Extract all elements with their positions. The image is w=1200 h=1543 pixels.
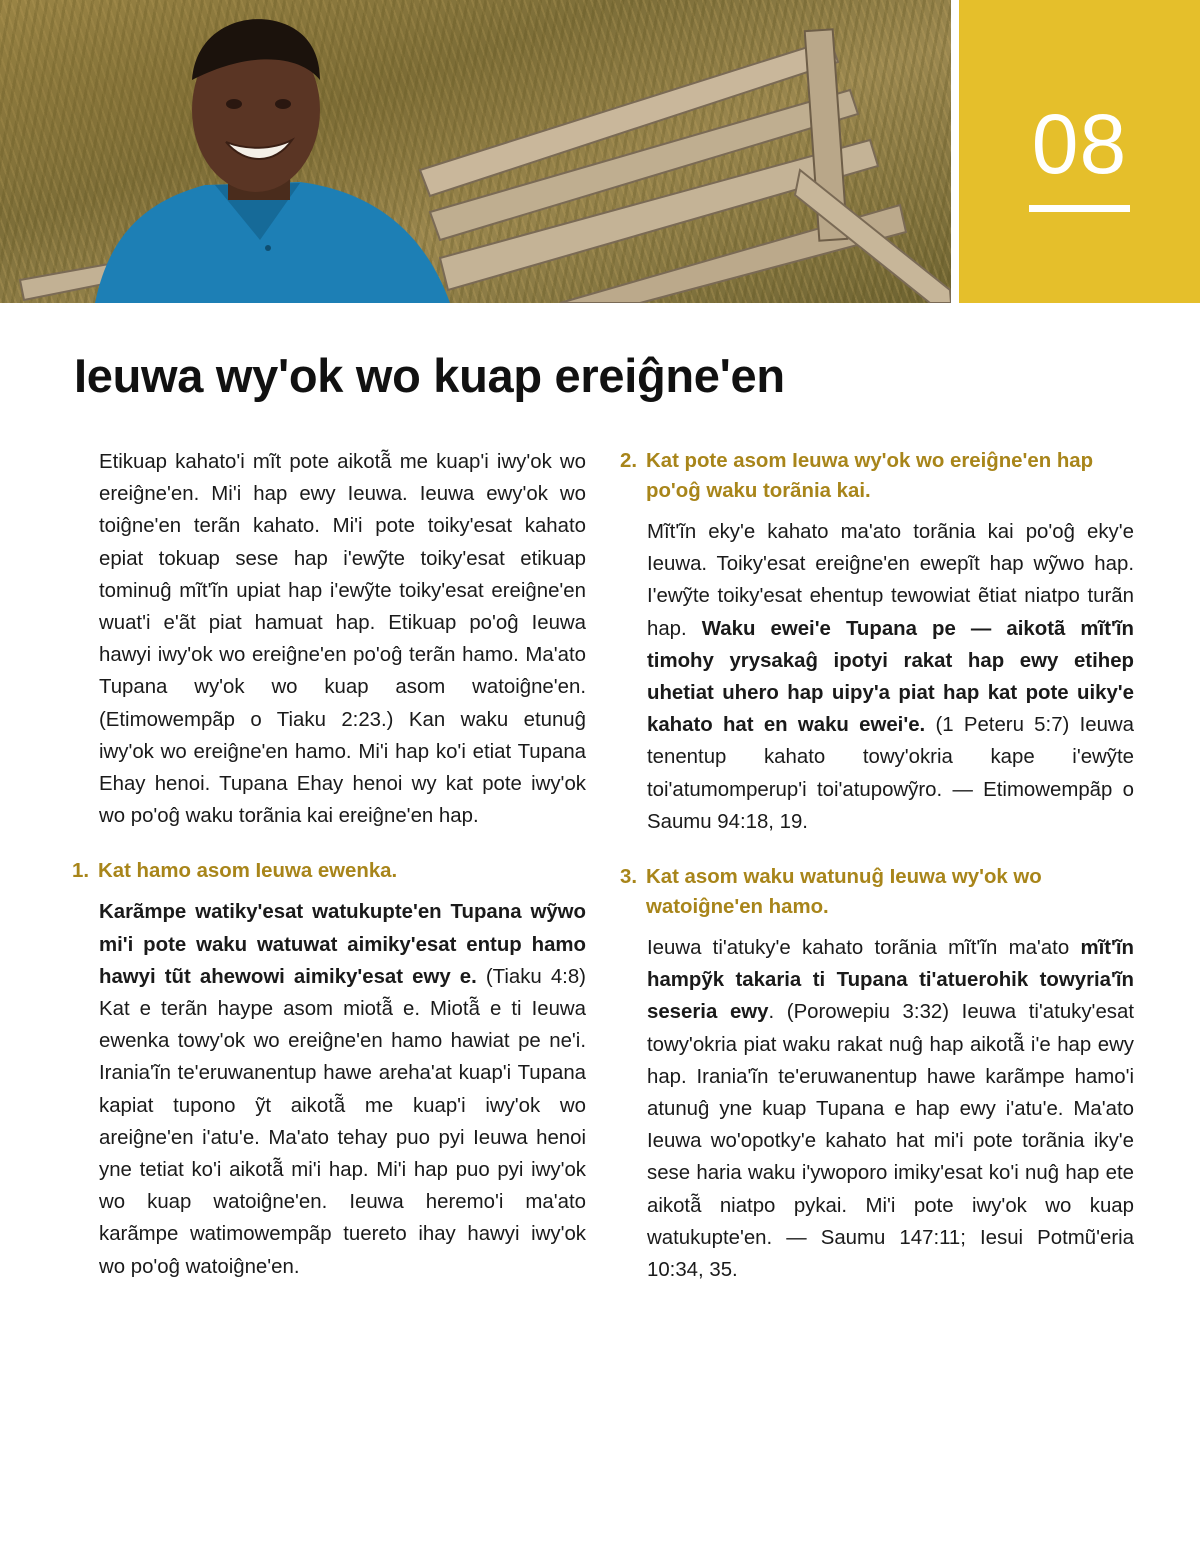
- section-3-bold: mĩt'ĩn hampỹk takaria ti Tupana ti'atuerohik towyria'ĩn seseria ewy: [647, 937, 1134, 1024]
- section-2-question-text: Kat pote asom Ieuwa wy'ok wo ereiĝne'en hap po'oĝ waku torãnia kai.: [646, 450, 1094, 502]
- section-3-question-text: Kat asom waku watunuĝ Ieuwa wy'ok wo watoiĝne'en hamo.: [646, 866, 1042, 919]
- section-1-number: 1.: [72, 860, 90, 883]
- section-2-number: 2.: [620, 450, 638, 472]
- section-2-rest: (1 Peteru 5:7) Ieuwa tenentup kahato towy'okria kape i'ewỹte toi'atumomperup'i toi'atupowỹro. — Etimowempãp o Saumu 94:18, 19.: [647, 714, 1134, 833]
- section-1-question-text: Kat hamo asom Ieuwa ewenka.: [98, 860, 398, 883]
- lesson-title: Ieuwa wy'ok wo kuap ereiĝne'en: [74, 349, 785, 402]
- badge-underline: [1029, 205, 1130, 212]
- section-2-question: [620, 446, 1134, 506]
- section-1-rest: (Tiaku 4:8) Kat e terãn haype asom miotã̃ e. Miotã̃ e ti Ieuwa ewenka towy'ok wo ereiĝne'en hamo hawiat pe ne'i. Irania'ĩn te'eruwanentup hawe areha'at kuap'i Tupana kapiat tupono ỹt aikotã̃ me kuap'i iwy'ok wo areiĝne'en i'atu'e. Ma'ato tehay puo pyi Ieuwa henoi yne tetiat ko'i aikotã̃ mi'i hap. Mi'i hap puo pyi iwy'ok wo kuap watoiĝne'en. Ieuwa heremo'i ma'ato karãmpe watimowempãp tuereto ihay hawyi iwy'ok wo po'oĝ watoiĝne'en.: [99, 965, 586, 1278]
- man-figure: [95, 19, 450, 303]
- section-1-bold: Karãmpe watiky'esat watukupte'en Tupana wỹwo mi'i pote waku watuwat aimiky'esat entup hamo hawyi tũt ahewowi aimiky'esat ewy e.: [99, 901, 586, 988]
- section-2-body: [620, 516, 1134, 838]
- right-column: [620, 446, 1134, 1286]
- section-1-body: [72, 896, 586, 1282]
- photo-illustration: [0, 0, 951, 303]
- intro-paragraph: Etikuap kahato'i mĩt pote aikotã̃ me kuap'i iwy'ok wo ereiĝne'en. Mi'i hap ewy Ieuwa. Ieuwa ewy'ok wo toiĝne'en terãn kahato. Mi'i pote toiky'esat kahato epiat tokuap sese hap i'ewỹte toiky'esat etikuap tominuĝ mĩt'ĩn upiat hap i'ewỹte toiky'esat ereiĝne'en wuat'i e'ãt piat hamuat hap. Etikuap po'oĝ Ieuwa hawyi iwy'ok wo ereiĝne'en po'oĝ terãn hamo. Ma'ato Tupana wy'ok wo kuap asom watoiĝne'en. (Etimowempãp o Tiaku 2:23.) Kan waku etunuĝ iwy'ok wo ereiĝne'en hamo. Mi'i hap ko'i etiat Tupana Ehay henoi. Tupana Ehay henoi wy kat pote iwy'ok wo po'oĝ waku torãnia kai ereiĝne'en hap.: [99, 451, 586, 828]
- lesson-number-badge: [959, 0, 1200, 303]
- section-3-number: 3.: [620, 866, 638, 889]
- man-on-bench-photo: [0, 0, 951, 303]
- section-1-question: [72, 856, 586, 886]
- section-3-question: [620, 862, 1134, 922]
- hero-banner: [0, 0, 1200, 303]
- section-3-body: [620, 932, 1134, 1286]
- section-3-rest: . (Porowepiu 3:32) Ieuwa ti'atuky'esat towy'okria piat waku rakat nuĝ hap aikotã̃ i'e hap ewy hap. Irania'ĩn te'eruwanentup hawe karãmpe hamo'i atunuĝ yne kuap Tupana e hap ewy i'atu'e. Ma'ato Ieuwa wo'opotky'e kahato hat mi'i pote torãnia iky'e sese haria waku i'ywoporo imiky'esat ko'i nuĝ hap ete aikotã̃ niatpo pykai. Mi'i pote iwy'ok wo kuap watukupte'en. — Saumu 147:11; Iesui Potmũ'eria 10:34, 35.: [647, 1001, 1134, 1282]
- section-2-before: Mĩt'ĩn eky'e kahato ma'ato torãnia kai po'oĝ eky'e Ieuwa. Toiky'esat ereiĝne'en ewepĩt hap wỹwo hap. I'ewỹte toiky'esat ehentup tewowiat ẽtiat niatpo turãn hap.: [647, 521, 1134, 640]
- lesson-number: 08: [1031, 97, 1128, 191]
- section-3-before: Ieuwa ti'atuky'e kahato torãnia mĩt'ĩn ma'ato: [647, 937, 1081, 960]
- left-column: [72, 446, 586, 1283]
- section-2-bold: Waku ewei'e Tupana pe — aikotã̃ mĩt'ĩn timohy yrysakaĝ ipotyi rakat hap ewy etihep uhetiat uhero hap uipy'a piat hap kat pote uiky'e kahato hat en waku ewei'e.: [647, 617, 1134, 737]
